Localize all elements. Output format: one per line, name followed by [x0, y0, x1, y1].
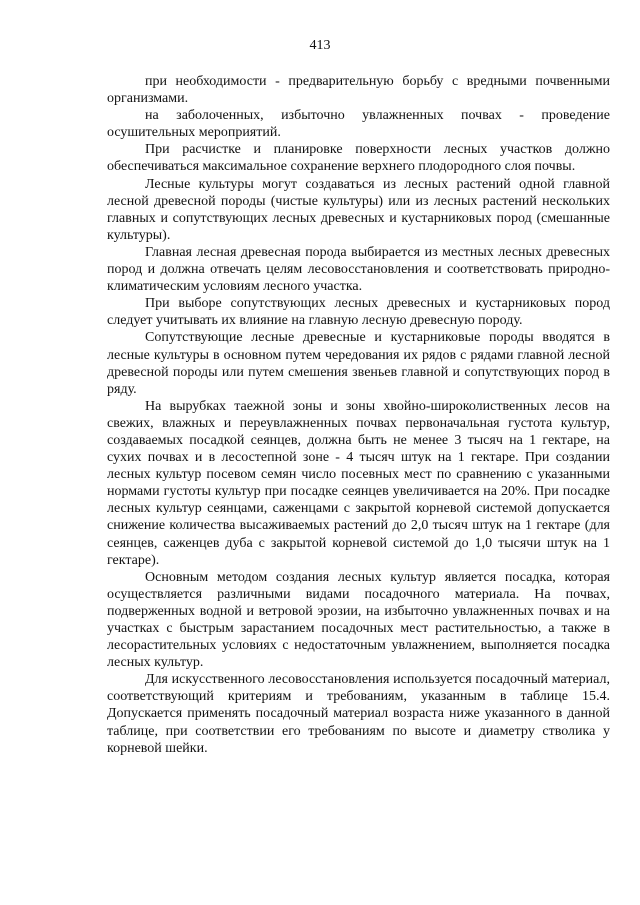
paragraph: Основным методом создания лесных культур является посадка, которая осуществляется различными видами посадочного материала. На почвах, подверженных водной и ветровой эрозии, на избыточно увлажненных почвах и на участках с быстрым зарастанием посадочных мест растительностью, а также в лесорастительных условиях с недостаточным увлажнением, выполняется посадка лесных культур. [107, 569, 610, 671]
paragraph: При расчистке и планировке поверхности лесных участков должно обеспечиваться максимальное сохранение верхнего плодородного слоя почвы. [107, 142, 610, 175]
paragraph: Главная лесная древесная порода выбирается из местных лесных древесных пород и должна отвечать целям лесовосстановления и соответствовать природно-климатическим условиям лесного участка. [107, 244, 610, 295]
page-number: 413 [309, 38, 331, 53]
paragraph: Сопутствующие лесные древесные и кустарниковые породы вводятся в лесные культуры в основном путем чередования их рядов с рядами главной лесной древесной породы или путем смешения звеньев главной и сопутствующих пород в ряду. [107, 330, 610, 397]
paragraph: при необходимости - предварительную борьбу с вредными почвенными организмами. [107, 74, 610, 107]
paragraph: Для искусственного лесовосстановления используется посадочный материал, соответствующий критериям и требованиям, указанным в таблице 15.4. Допускается применять посадочный материал возраста ниже указанного в данной таблице, при соответствии его требованиям по высоте и диаметру стволика у корневой шейки. [107, 672, 610, 756]
document-body [107, 73, 610, 757]
paragraph: На вырубках таежной зоны и зоны хвойно-широколиственных лесов на свежих, влажных и переувлажненных почвах первоначальная густота культур, создаваемых посадкой сеянцев, должна быть не менее 3 тысяч на 1 гектаре, на сухих почвах и в лесостепной зоне - 4 тысяч штук на 1 гектаре. При создании лесных культур посевом семян число посевных мест по сравнению с указанными нормами густоты культур при посадке сеянцев увеличивается на 20%. При посадке лесных культур сеянцами, саженцами с закрытой корневой системой допускается снижение количества высаживаемых растений до 2,0 тысяч штук на 1 гектаре (для сеянцев, саженцев дуба с закрытой корневой системой до 1,0 тысячи штук на 1 гектаре). [107, 398, 610, 568]
paragraph: Лесные культуры могут создаваться из лесных растений одной главной лесной древесной породы (чистые культуры) или из лесных растений нескольких главных и сопутствующих лесных древесных и кустарниковых пород (смешанные культуры). [107, 176, 610, 243]
paragraph: При выборе сопутствующих лесных древесных и кустарниковых пород следует учитывать их влияние на главную лесную древесную породу. [107, 296, 610, 329]
paragraph: на заболоченных, избыточно увлажненных почвах - проведение осушительных мероприятий. [107, 108, 610, 141]
